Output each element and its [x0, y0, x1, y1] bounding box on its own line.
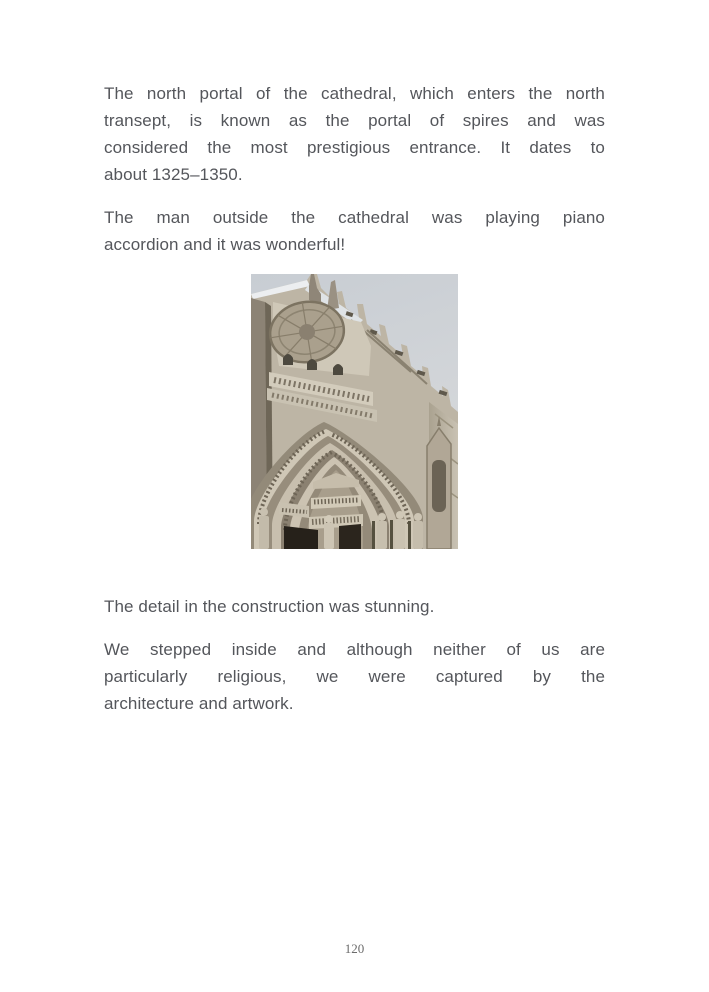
text-line: about 1325–1350. [104, 165, 243, 184]
paragraph [104, 204, 605, 258]
text-line: considered the most prestigious entrance. It dates to [104, 138, 605, 157]
text-line: The north portal of the cathedral, which enters the north [104, 84, 605, 103]
text-line: accordion and it was wonderful! [104, 235, 346, 254]
paragraph [104, 593, 605, 620]
text-line: architecture and artwork. [104, 694, 294, 713]
text-line: particularly religious, we were captured by the [104, 667, 605, 686]
body-text [104, 80, 605, 733]
cathedral-photo [251, 274, 458, 549]
text-line: The man outside the cathedral was playing piano [104, 208, 605, 227]
text-line: transept, is known as the portal of spires and was [104, 111, 605, 130]
text-line: The detail in the construction was stunning. [104, 597, 435, 616]
paragraph [104, 636, 605, 717]
paragraph [104, 80, 605, 188]
text-line: We stepped inside and although neither of us are [104, 640, 605, 659]
cathedral-photo-illustration [251, 274, 458, 549]
page-number: 120 [344, 941, 365, 956]
